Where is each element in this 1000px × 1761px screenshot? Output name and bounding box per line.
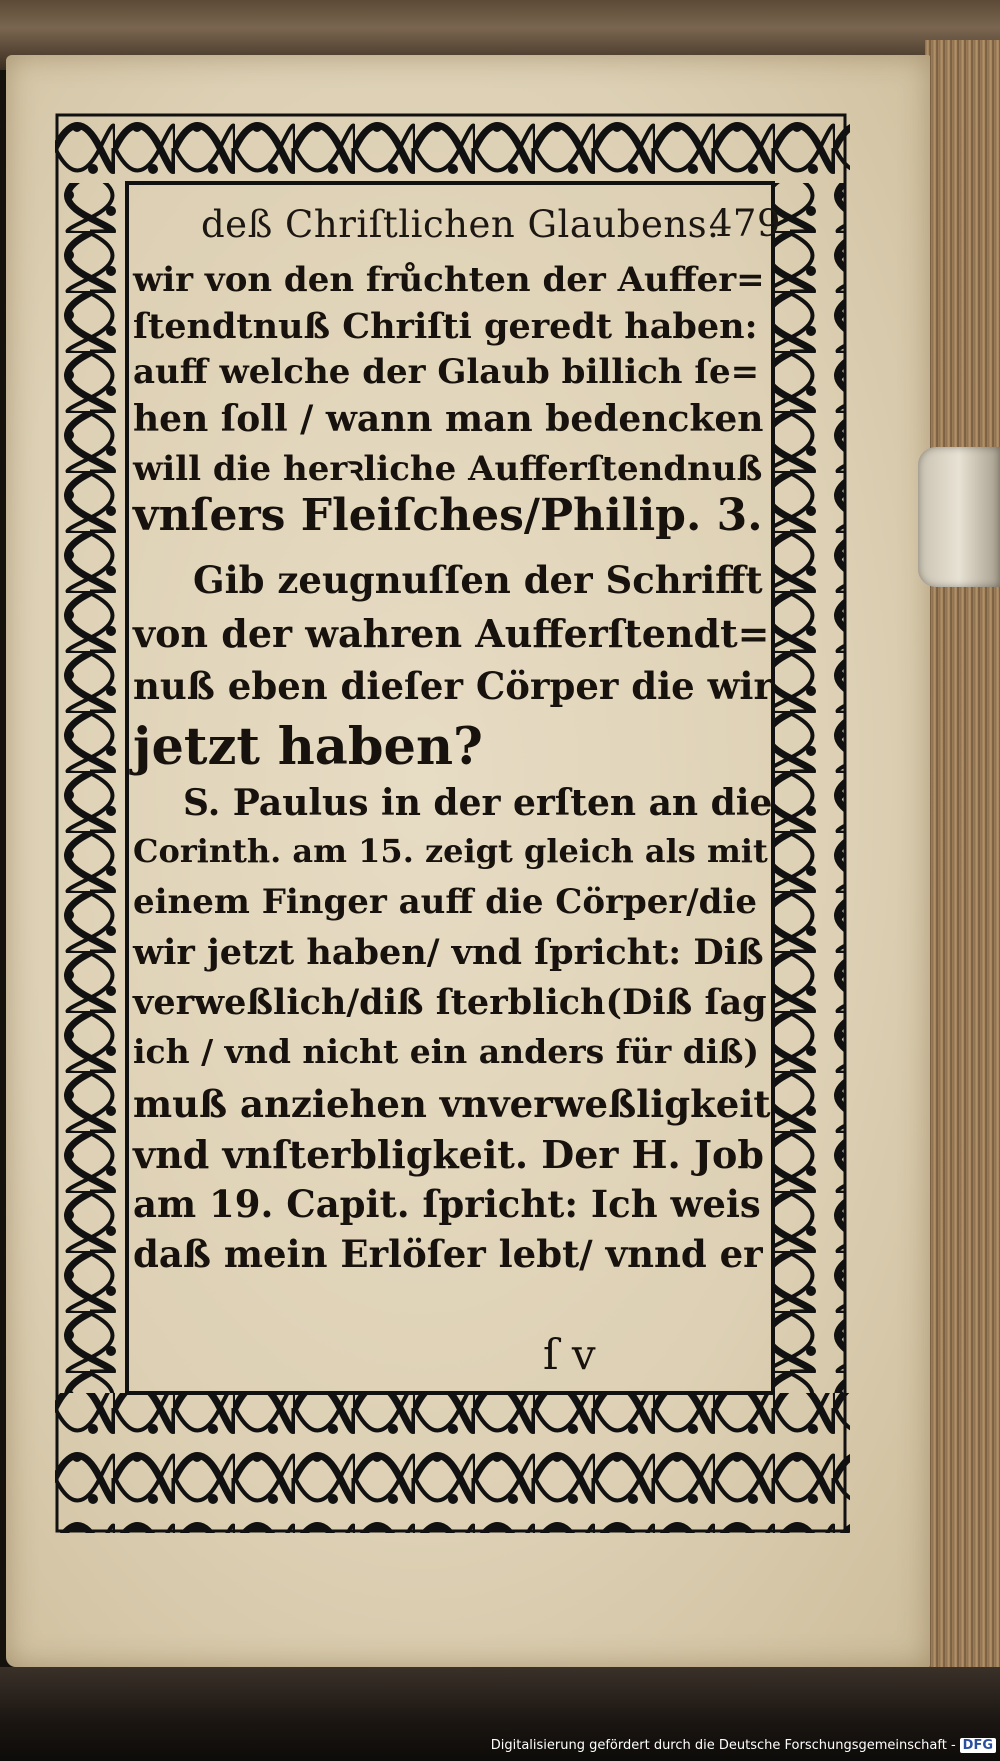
answer-line: wir jetzt haben/ vnd ſpricht: Diß [133,932,764,973]
running-head [201,198,781,248]
dfg-logo: DFG [960,1738,996,1753]
answer-line: muß anziehen vnverweßligkeit [133,1082,771,1126]
answer-line: ich / vnd nicht ein anders für diß) [133,1032,760,1071]
text-line: will die herꝛliche Aufferſtendnuß [133,449,763,489]
answer-line: daß mein Erlöſer lebt/ vnnd er [133,1232,763,1276]
text-line: wir von den frůchten der Auffer= [133,260,765,300]
credit-text: Digitalisierung gefördert durch die Deutsche Forschungsgemeinschaft - [490,1738,956,1753]
text-line: vnſers Fleiſches/Philip. 3. [133,490,763,541]
answer-line: einem Finger auff die Cörper/die [133,882,758,922]
question-line: nuß eben dieſer Cörper die wir [133,664,773,708]
text-line: hen ſoll / wann man bedencken [133,398,764,440]
book-clasp [918,447,1000,587]
running-head-title: deß Chriſtlichen Glaubens. [201,203,720,246]
answer-line: am 19. Capit. ſpricht: Ich weis [133,1182,761,1226]
text-line: auff welche der Glaub billich ſe= [133,352,760,392]
text-line: ſtendtnuß Chriſti geredt haben: [133,306,758,347]
answer-line: Corinth. am 15. zeigt gleich als mit [133,832,768,870]
answer-line: S. Paulus in der erſten an die [183,782,773,824]
digitization-credit [491,1738,996,1753]
answer-line: vnd vnſterbligkeit. Der H. Job [133,1132,764,1177]
page-block-edges [925,40,1000,1680]
text-block [133,198,781,1379]
question-line: von der wahren Aufferſtendt= [133,611,770,656]
signature-mark: ſ v [543,1330,596,1379]
question-line: jetzt haben? [133,717,483,777]
page-number: 479 [708,202,781,245]
question-line: Gib zeugnuſſen der Schrifft [193,558,763,602]
answer-line: verweßlich/diß ſterblich(Diß ſag [133,982,767,1023]
